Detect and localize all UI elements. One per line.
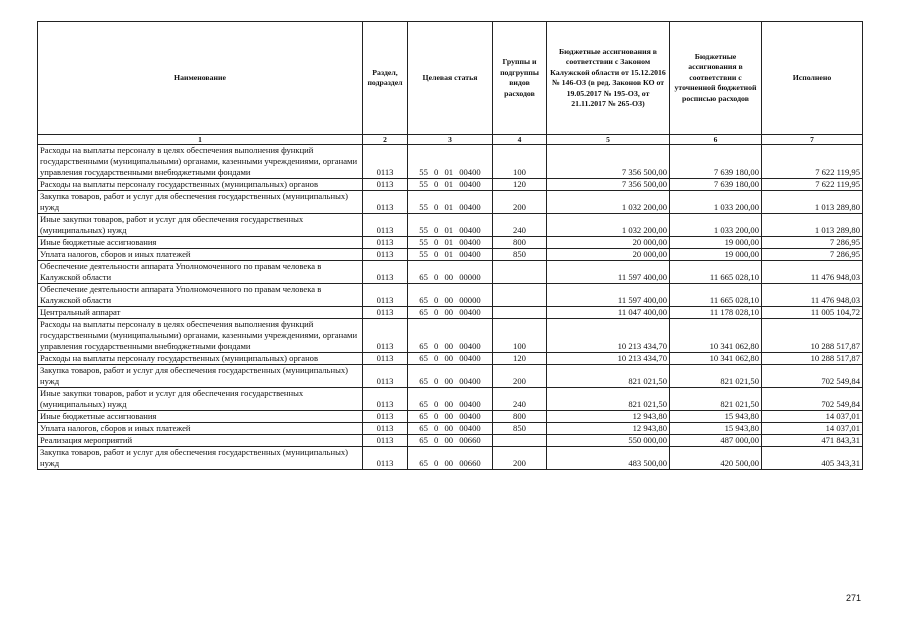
row-group-cell: 100 [493,319,547,353]
budget-table [37,21,863,470]
table-row [38,423,863,435]
row-target-cell: 65 0 00 00400 [408,365,493,388]
row-section-cell: 0113 [363,435,408,447]
row-refined-amount-cell: 7 639 180,00 [670,179,762,191]
column-number: 6 [670,135,762,145]
column-number: 4 [493,135,547,145]
table-row [38,435,863,447]
row-law-amount-cell: 11 047 400,00 [547,307,670,319]
row-refined-amount-cell: 487 000,00 [670,435,762,447]
row-group-cell: 200 [493,191,547,214]
table-row [38,447,863,470]
table-row [38,261,863,284]
row-group-cell: 100 [493,145,547,179]
row-group-cell: 240 [493,388,547,411]
column-number: 1 [38,135,363,145]
row-target-cell: 65 0 00 00400 [408,319,493,353]
row-name-cell: Закупка товаров, работ и услуг для обеспечения государственных (муниципальных) нужд [38,447,363,470]
row-law-amount-cell: 1 032 200,00 [547,214,670,237]
header-target: Целевая статья [408,22,493,135]
row-executed-amount-cell: 471 843,31 [762,435,863,447]
row-name-cell: Иные закупки товаров, работ и услуг для обеспечения государственных (муниципальных) нужд [38,388,363,411]
row-law-amount-cell: 7 356 500,00 [547,179,670,191]
row-group-cell: 800 [493,237,547,249]
row-target-cell: 65 0 00 00660 [408,435,493,447]
row-name-cell: Реализация мероприятий [38,435,363,447]
table-row [38,179,863,191]
row-refined-amount-cell: 821 021,50 [670,388,762,411]
row-target-cell: 65 0 00 00660 [408,447,493,470]
header-section: Раздел, подраздел [363,22,408,135]
table-row [38,191,863,214]
row-law-amount-cell: 20 000,00 [547,249,670,261]
row-section-cell: 0113 [363,388,408,411]
row-group-cell: 240 [493,214,547,237]
row-executed-amount-cell: 11 476 948,03 [762,261,863,284]
row-section-cell: 0113 [363,284,408,307]
row-name-cell: Центральный аппарат [38,307,363,319]
column-number-row [38,135,863,145]
table-row [38,388,863,411]
row-target-cell: 65 0 00 00000 [408,261,493,284]
row-section-cell: 0113 [363,307,408,319]
row-executed-amount-cell: 702 549,84 [762,388,863,411]
row-law-amount-cell: 12 943,80 [547,411,670,423]
column-number: 3 [408,135,493,145]
row-law-amount-cell: 550 000,00 [547,435,670,447]
row-name-cell: Закупка товаров, работ и услуг для обеспечения государственных (муниципальных) нужд [38,191,363,214]
row-group-cell: 850 [493,423,547,435]
table-row [38,214,863,237]
row-target-cell: 65 0 00 00400 [408,353,493,365]
row-refined-amount-cell: 15 943,80 [670,411,762,423]
table-row [38,284,863,307]
row-group-cell: 800 [493,411,547,423]
row-section-cell: 0113 [363,447,408,470]
row-name-cell: Расходы на выплаты персоналу государственных (муниципальных) органов [38,179,363,191]
row-group-cell: 200 [493,365,547,388]
table-row [38,365,863,388]
row-name-cell: Обеспечение деятельности аппарата Уполномоченного по правам человека в Калужской области [38,261,363,284]
column-number: 7 [762,135,863,145]
row-target-cell: 65 0 00 00000 [408,284,493,307]
row-executed-amount-cell: 14 037,01 [762,423,863,435]
row-executed-amount-cell: 7 286,95 [762,237,863,249]
row-name-cell: Расходы на выплаты персоналу в целях обеспечения выполнения функций государственными (муниципальными) органами, казенными учреждениями, органами управления государственными внебюджетными фондами [38,145,363,179]
row-executed-amount-cell: 11 476 948,03 [762,284,863,307]
table-row [38,353,863,365]
table-row [38,249,863,261]
row-law-amount-cell: 11 597 400,00 [547,261,670,284]
row-executed-amount-cell: 405 343,31 [762,447,863,470]
row-target-cell: 55 0 01 00400 [408,249,493,261]
row-target-cell: 55 0 01 00400 [408,191,493,214]
row-group-cell [493,284,547,307]
row-group-cell [493,261,547,284]
row-target-cell: 55 0 01 00400 [408,214,493,237]
row-executed-amount-cell: 1 013 289,80 [762,214,863,237]
row-law-amount-cell: 10 213 434,70 [547,353,670,365]
header-refined-allocations: Бюджетные ассигнования в соответствии с уточненной бюджетной росписью расходов [670,22,762,135]
row-law-amount-cell: 821 021,50 [547,365,670,388]
row-target-cell: 65 0 00 00400 [408,423,493,435]
row-refined-amount-cell: 10 341 062,80 [670,319,762,353]
row-refined-amount-cell: 11 665 028,10 [670,284,762,307]
table-row [38,145,863,179]
row-section-cell: 0113 [363,411,408,423]
row-section-cell: 0113 [363,261,408,284]
row-executed-amount-cell: 1 013 289,80 [762,191,863,214]
row-executed-amount-cell: 7 622 119,95 [762,145,863,179]
row-section-cell: 0113 [363,423,408,435]
row-executed-amount-cell: 10 288 517,87 [762,353,863,365]
row-target-cell: 65 0 00 00400 [408,411,493,423]
row-refined-amount-cell: 19 000,00 [670,249,762,261]
row-group-cell: 200 [493,447,547,470]
row-name-cell: Обеспечение деятельности аппарата Уполномоченного по правам человека в Калужской области [38,284,363,307]
row-name-cell: Иные бюджетные ассигнования [38,411,363,423]
row-section-cell: 0113 [363,365,408,388]
header-law-allocations: Бюджетные ассигнования в соответствии с Законом Калужской области от 15.12.2016 № 146-ОЗ (в ред. Законов КО от 19.05.2017 № 195-ОЗ, от 21.11.2017 № 265-ОЗ) [547,22,670,135]
row-refined-amount-cell: 11 178 028,10 [670,307,762,319]
page-number: 271 [846,593,862,603]
table-row [38,411,863,423]
row-section-cell: 0113 [363,319,408,353]
header-name: Наименование [38,22,363,135]
row-section-cell: 0113 [363,145,408,179]
row-name-cell: Расходы на выплаты персоналу государственных (муниципальных) органов [38,353,363,365]
row-group-cell [493,435,547,447]
row-name-cell: Иные бюджетные ассигнования [38,237,363,249]
row-target-cell: 55 0 01 00400 [408,179,493,191]
row-law-amount-cell: 7 356 500,00 [547,145,670,179]
row-group-cell: 120 [493,353,547,365]
row-refined-amount-cell: 1 033 200,00 [670,191,762,214]
table-row [38,307,863,319]
row-executed-amount-cell: 11 005 104,72 [762,307,863,319]
row-name-cell: Расходы на выплаты персоналу в целях обеспечения выполнения функций государственными (муниципальными) органами, казенными учреждениями, органами управления государственными внебюджетными фондами [38,319,363,353]
header-executed: Исполнено [762,22,863,135]
row-executed-amount-cell: 10 288 517,87 [762,319,863,353]
row-refined-amount-cell: 15 943,80 [670,423,762,435]
row-law-amount-cell: 821 021,50 [547,388,670,411]
row-executed-amount-cell: 702 549,84 [762,365,863,388]
row-name-cell: Иные закупки товаров, работ и услуг для обеспечения государственных (муниципальных) нужд [38,214,363,237]
column-number: 2 [363,135,408,145]
header-row [38,22,863,135]
row-section-cell: 0113 [363,237,408,249]
row-section-cell: 0113 [363,353,408,365]
table-row [38,237,863,249]
row-group-cell: 850 [493,249,547,261]
row-group-cell [493,307,547,319]
row-refined-amount-cell: 821 021,50 [670,365,762,388]
row-law-amount-cell: 10 213 434,70 [547,319,670,353]
row-section-cell: 0113 [363,191,408,214]
row-target-cell: 65 0 00 00400 [408,307,493,319]
header-group: Группы и подгруппы видов расходов [493,22,547,135]
row-law-amount-cell: 20 000,00 [547,237,670,249]
row-section-cell: 0113 [363,214,408,237]
row-law-amount-cell: 483 500,00 [547,447,670,470]
row-refined-amount-cell: 19 000,00 [670,237,762,249]
row-refined-amount-cell: 420 500,00 [670,447,762,470]
row-target-cell: 65 0 00 00400 [408,388,493,411]
row-name-cell: Уплата налогов, сборов и иных платежей [38,249,363,261]
row-executed-amount-cell: 7 622 119,95 [762,179,863,191]
row-name-cell: Закупка товаров, работ и услуг для обеспечения государственных (муниципальных) нужд [38,365,363,388]
table-body [38,145,863,470]
row-law-amount-cell: 1 032 200,00 [547,191,670,214]
row-group-cell: 120 [493,179,547,191]
row-refined-amount-cell: 7 639 180,00 [670,145,762,179]
table-row [38,319,863,353]
row-refined-amount-cell: 1 033 200,00 [670,214,762,237]
row-name-cell: Уплата налогов, сборов и иных платежей [38,423,363,435]
row-target-cell: 55 0 01 00400 [408,237,493,249]
row-executed-amount-cell: 7 286,95 [762,249,863,261]
row-section-cell: 0113 [363,179,408,191]
row-refined-amount-cell: 11 665 028,10 [670,261,762,284]
row-law-amount-cell: 11 597 400,00 [547,284,670,307]
row-section-cell: 0113 [363,249,408,261]
row-refined-amount-cell: 10 341 062,80 [670,353,762,365]
column-number: 5 [547,135,670,145]
row-target-cell: 55 0 01 00400 [408,145,493,179]
row-law-amount-cell: 12 943,80 [547,423,670,435]
row-executed-amount-cell: 14 037,01 [762,411,863,423]
